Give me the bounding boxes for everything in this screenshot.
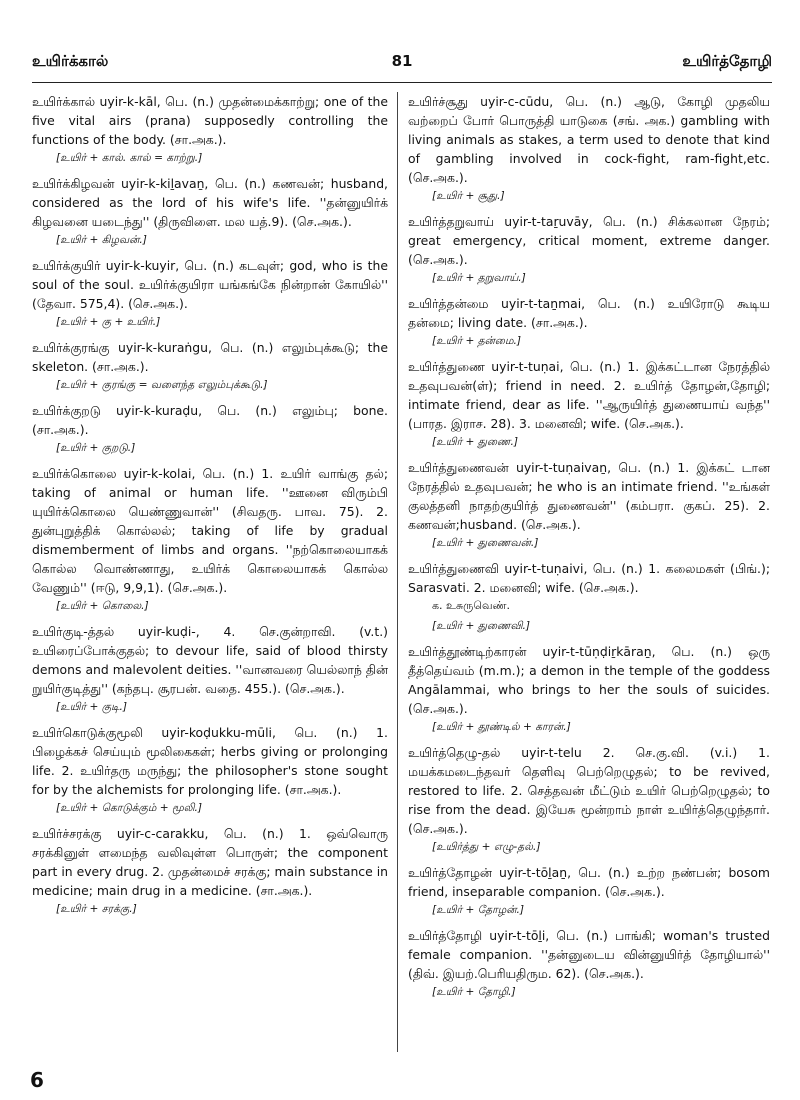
dictionary-entry [32, 464, 388, 614]
page-header [32, 52, 772, 78]
dictionary-entry [408, 863, 770, 918]
left-guide-word: உயிர்க்கால் [32, 52, 109, 70]
entry-text: உயிர்க்கிழவன் uyir-k-kiḻavaṉ, பெ. (n.) கணவன்; husband, considered as the lord of his wife's life. ''தன்னுயிர்க் கிழவனை யடைந்து'' (திருவிளை. மல யத்.9). (செ.அக.). [32, 176, 388, 229]
entry-text: உயிர்க்கால் uyir-k-kāl, பெ. (n.) முதன்மைக்காற்று; one of the five vital airs (prana) supposedly controlling the functions of the body. (சா.அக.). [32, 94, 388, 147]
etymology: [உயிர் + கு + உயிர்.] [56, 316, 161, 328]
page-number: 81 [391, 52, 413, 70]
entry-text: உயிர்த்தோழன் uyir-t-tōḻaṉ, பெ. (n.) உற்ற நண்பன்; bosom friend, inseparable companion. (செ.அக.). [408, 865, 770, 899]
entry-text: உயிர்த்தோழி uyir-t-tōḻi, பெ. (n.) பாங்கி; woman's trusted female companion. ''தன்னுடைய வின்னுயிர்த் தோழியால்'' (திவ். இயற்.பெரியதிரும. 62). (செ.அக.). [408, 928, 770, 981]
entry-text: உயிர்த்தன்மை uyir-t-taṉmai, பெ. (n.) உயிரோடு கூடிய தன்மை; living date. (சா.அக.). [408, 296, 770, 330]
etymology: [உயிர் + துணை.] [432, 436, 518, 448]
entry-text: உயிர்க்கொலை uyir-k-kolai, பெ. (n.) 1. உயிர் வாங்கு தல்; taking of animal or human life. ''ஊனை விரும்பி யுயிர்க்கொலை யெண்ணுவான்'' (சிவதரு. பாவ. 75). 2. துன்புறுத்திக் கொல்லல்; taking of life by gradual dismemberment of limbs and organs. ''நற்கொலையாகக் கொல்ல வொண்ணாது, உயிர்க் கொலையாகக் கொல்ல வேணும்'' (ஈடு, 9,9,1). (செ.அக.). [32, 466, 388, 595]
dictionary-entry [32, 256, 388, 330]
entry-text: உயிர்த்தறுவாய் uyir-t-taṟuvāy, பெ. (n.) சிக்கலான நேரம்; great emergency, critical moment, extreme danger. (செ.அக.). [408, 214, 770, 267]
dictionary-entry [32, 401, 388, 456]
etymology: [உயிர் + துணைவன்.] [432, 537, 539, 549]
etymology: [உயிர் + தோழி.] [432, 986, 516, 998]
dictionary-entry [408, 743, 770, 855]
entry-text: உயிர்க்குரங்கு uyir-k-kuraṅgu, பெ. (n.) எலும்புக்கூடு; the skeleton. (சா.அக.). [32, 340, 388, 374]
dictionary-entry [408, 357, 770, 450]
etymology: [உயிர் + தூண்டில் + காரன்.] [432, 721, 571, 733]
dictionary-entry [32, 723, 388, 816]
etymology: [உயிர் + சரக்கு.] [56, 903, 137, 915]
dictionary-entry [408, 294, 770, 349]
header-rule [32, 82, 772, 83]
dictionary-entry [408, 559, 770, 634]
etymology: [உயிர் + துணைவி.] [432, 620, 531, 632]
dictionary-entry [408, 926, 770, 1000]
etymology: [உயிர் + குறடு.] [56, 442, 136, 454]
dictionary-entry [32, 622, 388, 715]
dictionary-entry [32, 174, 388, 248]
etymology: [உயிர் + சூது.] [432, 190, 505, 202]
dictionary-entry [408, 458, 770, 551]
etymology: [உயிர் + கால். கால் = காற்று.] [56, 152, 203, 164]
entry-text: உயிர்த்தெழு-தல் uyir-t-telu 2. செ.கு.வி. (v.i.) 1. மயக்கமடைந்தவர் தெளிவு பெற்றெழுதல்; to be revived, restored to life. 2. செத்தவன் மீட்டும் உயிர் பெற்றெழுதல்; to rise from the dead. இயேசு மூன்றாம் நாள் உயிர்த்தெழுந்தார். (செ.அக.). [408, 745, 770, 836]
entry-text: உயிர்ச்சூது uyir-c-cūdu, பெ. (n.) ஆடு, கோழி முதலிய வற்றைப் போர் பொருத்தி யாடுகை (சங். அக.) gambling with living animals as stakes, a term used to denote that kind of gambling involved in cock-fight, ram-fight,etc. (செ.அக.). [408, 94, 770, 185]
column-divider [397, 92, 398, 1052]
entry-text: உயிர்த்துணை uyir-t-tuṇai, பெ. (n.) 1. இக்கட்டான நேரத்தில் உதவுபவன்(ள்); friend in need. 2. உயிர்த் தோழன்,தோழி; intimate friend, dear as life. ''ஆருயிர்த் துணையாய் வந்த'' (பாரத. இராச. 28). 3. மனைவி; wife. (செ.அக.). [408, 359, 770, 431]
dictionary-entry [408, 642, 770, 735]
dictionary-entry [408, 92, 770, 204]
dictionary-entry [408, 212, 770, 286]
etymology: [உயிர் + கொடுக்கும் + மூலி.] [56, 802, 203, 814]
etymology: [உயிர் + தன்மை.] [432, 335, 521, 347]
etymology: [உயிர் + குரங்கு = வளைந்த எலும்புக்கூடு.] [56, 379, 268, 391]
entry-text: உயிர்த்துணைவன் uyir-t-tuṇaivaṉ, பெ. (n.) 1. இக்கட் டான நேரத்தில் உதவுபவன்; he who is an intimate friend. ''உங்கள் குலத்தனி நாதற்குயிர்த் துணைவன்'' (கம்பரா. குகப். 25). 2. கணவன்;husband. (செ.அக.). [408, 460, 770, 532]
etymology: [உயிர் + தறுவாய்.] [432, 272, 526, 284]
left-column [32, 92, 388, 1062]
entry-text: உயிர்த்துணைவி uyir-t-tuṇaivi, பெ. (n.) 1. கலைமகள் (பிங்.); Sarasvati. 2. மனைவி; wife. (செ.அக.). [408, 561, 770, 595]
folio-number: 6 [30, 1068, 44, 1092]
right-column [408, 92, 770, 1062]
etymology: [உயிர் + கொலை.] [56, 600, 149, 612]
entry-text: உயிர்கொடுக்குமூலி uyir-koḍukku-mūli, பெ. (n.) 1. பிழைக்கச் செய்யும் மூலிகைகள்; herbs giving or prolonging life. 2. உயிர்தரு மருந்து; the philosopher's stone sought for by the alchemists for prolonging life. (சா.அக.). [32, 725, 388, 797]
dictionary-entry [32, 92, 388, 166]
entry-text: உயிர்க்குறடு uyir-k-kuraḍu, பெ. (n.) எலும்பு; bone. (சா.அக.). [32, 403, 388, 437]
etymology: [உயிர் + குடி.] [56, 701, 128, 713]
etymology: [உயிர்த்து + எழு-தல்.] [432, 841, 541, 853]
etymology: [உயிர் + தோழன்.] [432, 904, 525, 916]
entry-text: உயிர்ச்சரக்கு uyir-c-carakku, பெ. (n.) 1. ஒவ்வொரு சரக்கினுள் ளமைந்த வலிவுள்ள பொருள்; the component part in every drug. 2. முதன்மைச் சரக்கு; main substance in medicine; main drug in a medicine. (சா.அக.). [32, 826, 388, 898]
dictionary-entry [32, 338, 388, 393]
entry-text: உயிர்குடி-த்தல் uyir-kuḍi-, 4. செ.குன்றாவி. (v.t.) உயிரைப்போக்குதல்; to devour life, said of blood thirsty demons and malevolent deities. ''வானவரை யெல்லாந் தின் றுயிர்குடித்து'' (கந்தபு. சூரபன். வதை. 455.). (செ.அக.). [32, 624, 388, 696]
right-guide-word: உயிர்த்தோழி [682, 52, 772, 70]
dictionary-entry [32, 824, 388, 917]
etymology: [உயிர் + கிழவன்.] [56, 234, 147, 246]
entry-text: உயிர்க்குயிர் uyir-k-kuyir, பெ. (n.) கடவுள்; god, who is the soul of the soul. உயிர்க்குயிரா யங்கங்கே நின்றான் கோயில்'' (தேவா. 575,4). (செ.அக.). [32, 258, 388, 311]
cognate-note: க. உசுருவெண். [432, 599, 510, 612]
entry-text: உயிர்த்தூண்டிற்காரன் uyir-t-tūṇḍiṟkāraṉ, பெ. (n.) ஒரு தீத்தெய்வம் (m.m.); a demon in the temple of the goddess Angālammai, who brings to her the souls of suicides. (செ.அக.). [408, 644, 770, 716]
